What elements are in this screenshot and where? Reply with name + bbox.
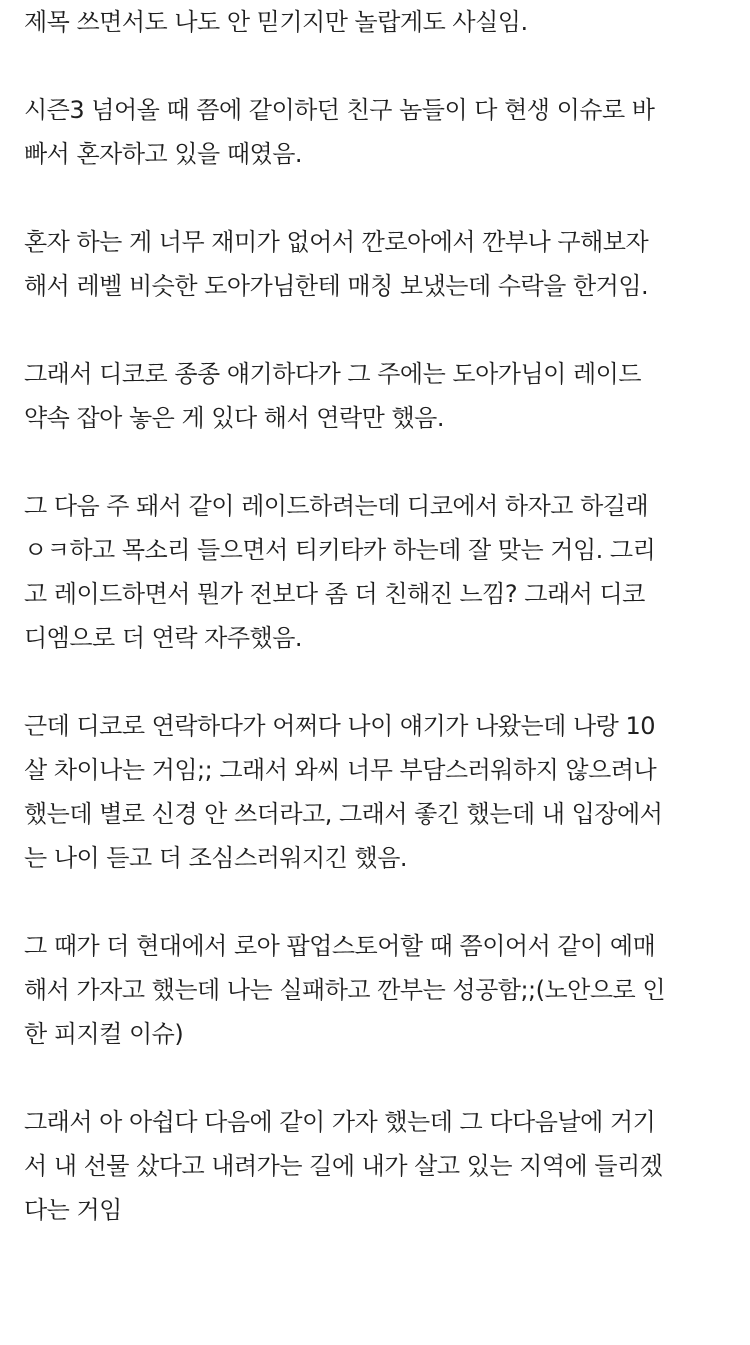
text-line: 시즌3 넘어올 때 쯤에 같이하던 친구 놈들이 다 현생 이슈로 바 [24,96,655,124]
text-line: 빠서 혼자하고 있을 때였음. [24,140,303,168]
text-line: 그래서 아 아쉽다 다음에 같이 가자 했는데 그 다다음날에 거기 [24,1108,656,1136]
text-line: 는 나이 듣고 더 조심스러워지긴 했음. [24,844,408,872]
paragraph-7 [24,924,730,1056]
text-line: 서 내 선물 샀다고 내려가는 길에 내가 살고 있는 지역에 들리겠 [24,1152,663,1180]
text-line: ㅇㅋ하고 목소리 들으면서 티키타카 하는데 잘 맞는 거임. 그리 [24,536,656,564]
text-line: 혼자 하는 게 너무 재미가 없어서 깐로아에서 깐부나 구해보자 [24,228,649,256]
paragraph-1 [24,0,730,44]
text-line: 한 피지컬 이슈) [24,1020,184,1048]
text-line: 고 레이드하면서 뭔가 전보다 좀 더 친해진 느낌? 그래서 디코 [24,580,645,608]
paragraph-2 [24,88,730,176]
paragraph-8 [24,1100,730,1232]
text-line: 해서 레벨 비슷한 도아가님한테 매칭 보냈는데 수락을 한거임. [24,272,649,300]
text-line: 디엠으로 더 연락 자주했음. [24,624,303,652]
text-line: 그래서 디코로 종종 얘기하다가 그 주에는 도아가님이 레이드 [24,360,642,388]
text-line: 그 다음 주 돼서 같이 레이드하려는데 디코에서 하자고 하길래 [24,492,649,520]
paragraph-3 [24,220,730,308]
text-line: 제목 쓰면서도 나도 안 믿기지만 놀랍게도 사실임. [24,8,528,36]
text-line: 그 때가 더 현대에서 로아 팝업스토어할 때 쯤이어서 같이 예매 [24,932,656,960]
text-line: 살 차이나는 거임;; 그래서 와씨 너무 부담스러워하지 않으려나 [24,756,657,784]
text-line: 다는 거임 [24,1196,122,1224]
post-body [24,0,730,1232]
text-line: 약속 잡아 놓은 게 있다 해서 연락만 했음. [24,404,444,432]
text-line: 해서 가자고 했는데 나는 실패하고 깐부는 성공함;;(노안으로 인 [24,976,666,1004]
paragraph-4 [24,352,730,440]
text-line: 했는데 별로 신경 안 쓰더라고, 그래서 좋긴 했는데 내 입장에서 [24,800,663,828]
paragraph-5 [24,484,730,660]
text-line: 근데 디코로 연락하다가 어쩌다 나이 얘기가 나왔는데 나랑 10 [24,712,655,740]
paragraph-6 [24,704,730,880]
